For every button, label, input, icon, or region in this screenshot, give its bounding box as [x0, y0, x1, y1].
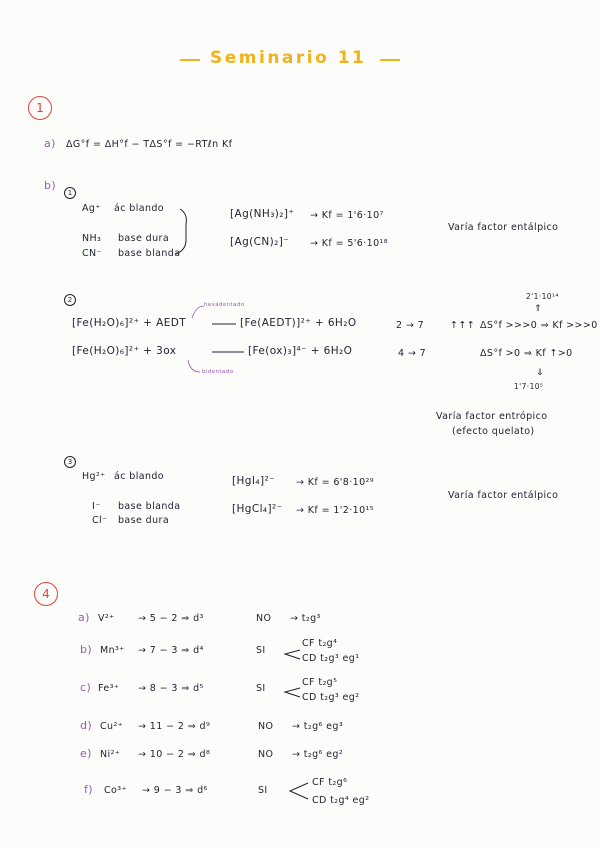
ion-c-answer: SI — [256, 683, 266, 694]
ion-f-answer: SI — [258, 785, 268, 796]
ion-d-label: d) — [80, 719, 93, 732]
hgcl4-kf: → Kf = 1'2·10¹⁵ — [296, 505, 374, 516]
sub-1-marker: 1 — [64, 187, 76, 199]
ion-b-cd: CD t₂g³ eg¹ — [302, 653, 360, 664]
ion-c: Fe³⁺ — [98, 683, 120, 694]
conclusion-2: Varía factor entrópico — [436, 411, 548, 422]
ion-e-answer: NO — [258, 749, 274, 760]
section-1-marker: 1 — [28, 96, 52, 120]
ion-b: Mn³⁺ — [100, 645, 125, 656]
ion-f-cd: CD t₂g⁴ eg² — [312, 795, 370, 806]
conclusion-1: Varía factor entálpico — [448, 222, 559, 233]
page-title: Seminario 11 — [210, 48, 367, 68]
ion-a-label: a) — [78, 611, 90, 624]
ion-b-cf: CF t₂g⁴ — [302, 638, 338, 649]
ion-e-calc: → 10 − 2 ⇒ d⁸ — [138, 749, 211, 760]
cn-desc: base blanda — [118, 248, 181, 259]
conclusion-2-note: (efecto quelato) — [452, 426, 535, 437]
ion-f-cf: CF t₂g⁶ — [312, 777, 348, 788]
iodide-ligand: I⁻ — [92, 501, 101, 512]
ion-c-cd: CD t₂g³ eg² — [302, 692, 360, 703]
entropy-1: ΔS°f >>>0 ⇒ Kf >>>0 — [480, 320, 598, 331]
hg-ion: Hg²⁺ — [82, 471, 106, 482]
ag-desc: ác blando — [114, 203, 165, 214]
ion-e-label: e) — [80, 747, 92, 760]
down-arrow-icon: ⇓ — [536, 368, 544, 378]
ion-a-answer: NO — [256, 613, 272, 624]
conclusion-3: Varía factor entálpico — [448, 490, 559, 501]
ion-d: Cu²⁺ — [100, 721, 124, 732]
kf-aedt-value: 2'1·10¹⁴ — [526, 292, 559, 301]
nh3-ligand: NH₃ — [82, 233, 102, 244]
nh3-desc: base dura — [118, 233, 170, 244]
ion-a-calc: → 5 − 2 ⇒ d³ — [138, 613, 204, 624]
chloride-ligand: Cl⁻ — [92, 515, 108, 526]
bidentado-note: bidentado — [202, 369, 234, 375]
ion-f: Co³⁺ — [104, 785, 127, 796]
hgcl4-complex: [HgCl₄]²⁻ — [232, 503, 283, 515]
iodide-desc: base blanda — [118, 501, 181, 512]
section-4-marker: 4 — [34, 582, 58, 606]
entropy-2: ΔS°f >0 ⇒ Kf ↑>0 — [480, 348, 573, 359]
particles-1: 2 → 7 — [396, 320, 425, 331]
hgi4-complex: [HgI₄]²⁻ — [232, 475, 276, 487]
hgi4-kf: → Kf = 6'8·10²⁹ — [296, 477, 374, 488]
up-arrow-icon: ⇑ — [534, 304, 542, 314]
ion-d-calc: → 11 − 2 ⇒ d⁹ — [138, 721, 211, 732]
ag-cn-kf: → Kf = 5'6·10¹⁸ — [310, 238, 388, 249]
sub-2-marker: 2 — [64, 294, 76, 306]
triple-up-arrows: ↑↑↑ — [450, 320, 476, 331]
ion-d-config: → t₂g⁶ eg³ — [292, 721, 344, 732]
ion-c-calc: → 8 − 3 ⇒ d⁵ — [138, 683, 204, 694]
ion-b-label: b) — [80, 643, 93, 656]
hexadentado-note: hexadentado — [204, 302, 245, 308]
fe-ox-reactants: [Fe(H₂O)₆]²⁺ + 3ox — [72, 345, 177, 357]
ion-b-answer: SI — [256, 645, 266, 656]
kf-ox-value: 1'7·10⁵ — [514, 382, 544, 391]
fe-aedt-products: [Fe(AEDT)]²⁺ + 6H₂O — [240, 317, 357, 329]
ion-c-label: c) — [80, 681, 92, 694]
chloride-desc: base dura — [118, 515, 170, 526]
ion-a-config: → t₂g³ — [290, 613, 321, 624]
part-a-label: a) — [44, 137, 56, 150]
ion-c-cf: CF t₂g⁵ — [302, 677, 338, 688]
ion-b-calc: → 7 − 3 ⇒ d⁴ — [138, 645, 204, 656]
ag-nh3-kf: → Kf = 1'6·10⁷ — [310, 210, 384, 221]
ion-e: Ni²⁺ — [100, 749, 121, 760]
ion-f-label: f) — [84, 783, 93, 796]
ag-ion: Ag⁺ — [82, 203, 101, 214]
gibbs-equation: ΔG°f = ΔH°f − TΔS°f = −RTℓn Kf — [66, 139, 233, 150]
cn-ligand: CN⁻ — [82, 248, 102, 259]
ion-f-calc: → 9 − 3 ⇒ d⁶ — [142, 785, 208, 796]
ion-e-config: → t₂g⁶ eg² — [292, 749, 344, 760]
fe-ox-products: [Fe(ox)₃]⁴⁻ + 6H₂O — [248, 345, 353, 357]
ag-nh3-complex: [Ag(NH₃)₂]⁺ — [230, 208, 295, 220]
sub-3-marker: 3 — [64, 456, 76, 468]
particles-2: 4 → 7 — [398, 348, 427, 359]
part-b-label: b) — [44, 179, 57, 192]
ag-cn-complex: [Ag(CN)₂]⁻ — [230, 236, 290, 248]
hg-desc: ác blando — [114, 471, 165, 482]
fe-aedt-reactants: [Fe(H₂O)₆]²⁺ + AEDT — [72, 317, 187, 329]
ion-a: V²⁺ — [98, 613, 115, 624]
ion-d-answer: NO — [258, 721, 274, 732]
